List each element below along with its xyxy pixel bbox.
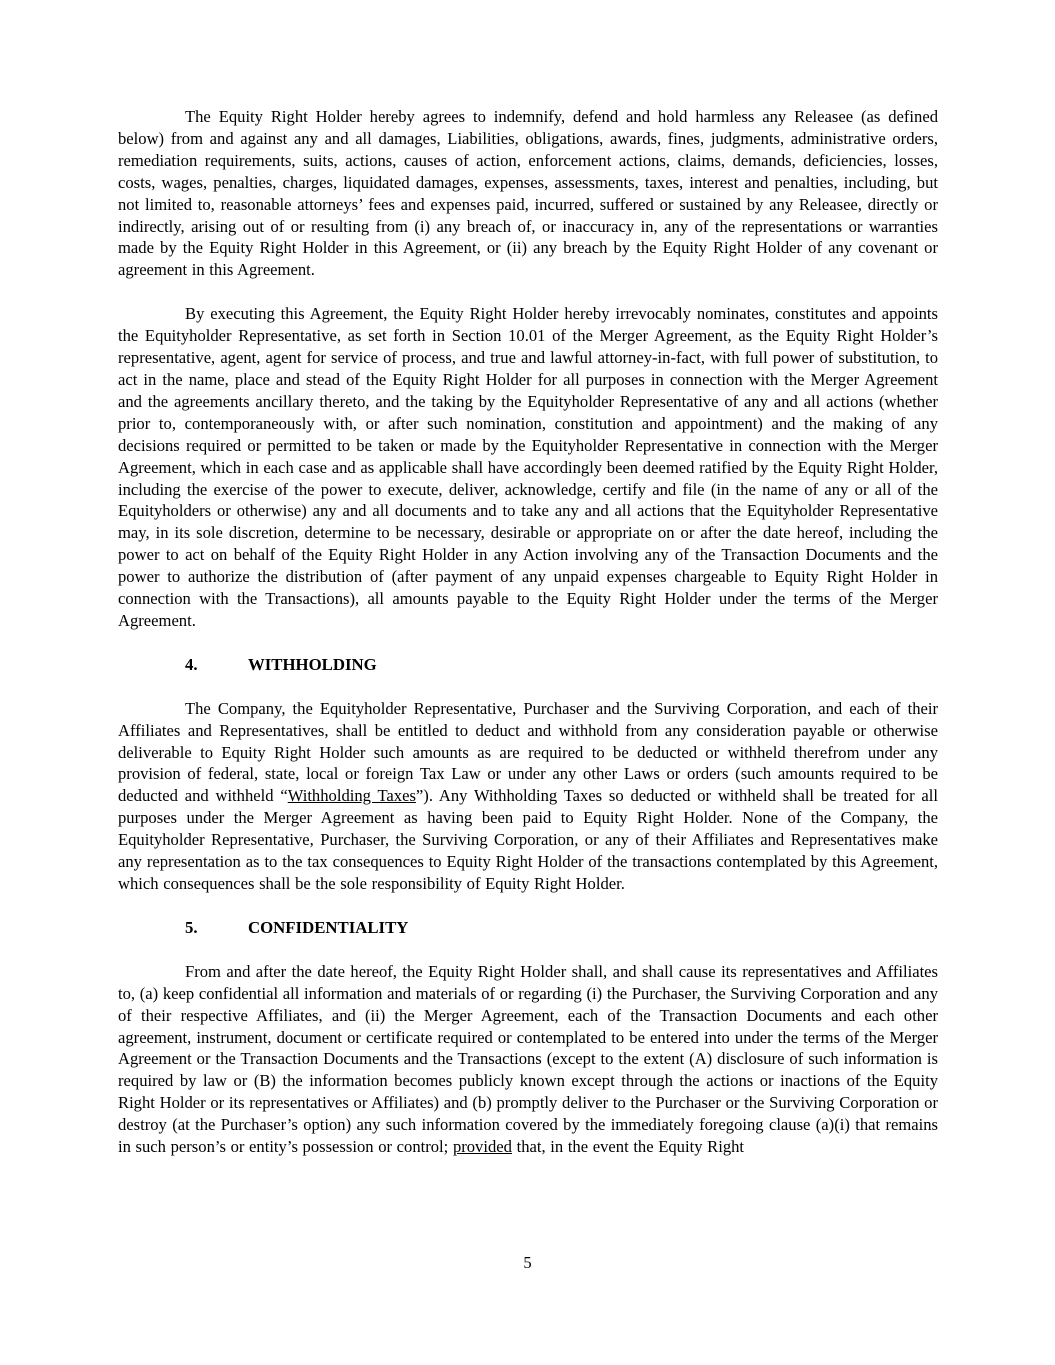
paragraph — [118, 106, 938, 281]
section-heading — [118, 654, 938, 676]
document-body — [118, 106, 938, 1180]
paragraph — [118, 961, 938, 1158]
section-title: CONFIDENTIALITY — [248, 917, 409, 937]
text-run: The Company, the Equityholder Representative, Purchaser and the Surviving Corporation, and each of their Affiliates and Representatives, shall be entitled to deduct and withhold from any consideration payable or otherwise deliverable to Equity Right Holder such amounts as are required to be deducted or withheld therefrom under any provision of federal, state, local or foreign Tax Law or under any other Laws or orders (such amounts required to be deducted and withheld “ — [118, 698, 938, 806]
text-run: By executing this Agreement, the Equity Right Holder hereby irrevocably nominates, constitutes and appoints the Equityholder Representative, as set forth in Section 10.01 of the Merger Agreement, as the Equity Right Holder’s representative, agent, agent for service of process, and true and lawful attorney-in-fact, with full power of substitution, to act in the name, place and stead of the Equity Right Holder for all purposes in connection with the Merger Agreement and the agreements ancillary thereto, and the taking by the Equityholder Representative of any and all actions (whether prior to, contemporaneously with, or after such nomination, constitution and appointment) and the making of any decisions required or permitted to be taken or made by the Equityholder Representative in connection with the Merger Agreement, which in each case and as applicable shall have accordingly been deemed ratified by the Equity Right Holder, including the exercise of the power to execute, deliver, acknowledge, certify and file (in the name of any or all of the Equityholders or otherwise) any and all documents and to take any and all actions that the Equityholder Representative may, in its sole discretion, determine to be necessary, desirable or appropriate on or after the date hereof, including the power to act on behalf of the Equity Right Holder in any Action involving any of the Transaction Documents and the power to authorize the distribution of (after payment of any unpaid expenses chargeable to Equity Right Holder in connection with the Transactions), all amounts payable to the Equity Right Holder under the terms of the Merger Agreement. — [118, 304, 938, 630]
text-run: The Equity Right Holder hereby agrees to indemnify, defend and hold harmless any Releasee (as defined below) from and against any and all damages, Liabilities, obligations, awards, fines, judgments, administrative orders, remediation requirements, suits, actions, causes of action, enforcement actions, claims, demands, deficiencies, losses, costs, wages, penalties, charges, liquidated damages, expenses, assessments, taxes, interest and penalties, including, but not limited to, reasonable attorneys’ fees and expenses paid, incurred, suffered or sustained by any Releasee, directly or indirectly, arising out of or resulting from (i) any breach of, or inaccuracy in, any of the representations or warranties made by the Equity Right Holder in this Agreement, or (ii) any breach by the Equity Right Holder of any covenant or agreement in this Agreement. — [118, 107, 938, 280]
paragraph — [118, 698, 938, 895]
paragraph — [118, 303, 938, 632]
section-title: WITHHOLDING — [248, 654, 377, 674]
defined-term: Withholding Taxes — [287, 786, 416, 806]
section-number: 4. — [185, 654, 198, 674]
section-number: 5. — [185, 917, 198, 937]
page-number: 5 — [523, 1253, 532, 1272]
section-heading — [118, 917, 938, 939]
text-run: From and after the date hereof, the Equity Right Holder shall, and shall cause its representatives and Affiliates to, (a) keep confidential all information and materials of or regarding (i) the Purchaser, the Surviving Corporation and any of their respective Affiliates, and (ii) the Merger Agreement, each of the Transaction Documents and each other agreement, instrument, document or certificate required or contemplated to be entered into under the terms of the Merger Agreement or the Transaction Documents and the Transactions (except to the extent (A) disclosure of such information is required by law or (B) the information becomes publicly known except through the actions or inactions of the Equity Right Holder or its representatives or Affiliates) and (b) promptly deliver to the Purchaser or the Surviving Corporation or destroy (at the Purchaser’s option) any such information covered by the immediately foregoing clause (a)(i) that remains in such person’s or entity’s possession or control; — [118, 961, 938, 1157]
text-run: that, in the event the Equity Right — [511, 1137, 745, 1157]
text-run: ”). Any Withholding Taxes so deducted or withheld shall be treated for all purposes under the Merger Agreement as having been paid to Equity Right Holder. None of the Company, the Equityholder Representative, Purchaser, the Surviving Corporation, or any of their Affiliates and Representatives make any representation as to the tax consequences to Equity Right Holder of the transactions contemplated by this Agreement, which consequences shall be the sole responsibility of Equity Right Holder. — [118, 786, 939, 893]
defined-term: provided — [452, 1137, 512, 1157]
